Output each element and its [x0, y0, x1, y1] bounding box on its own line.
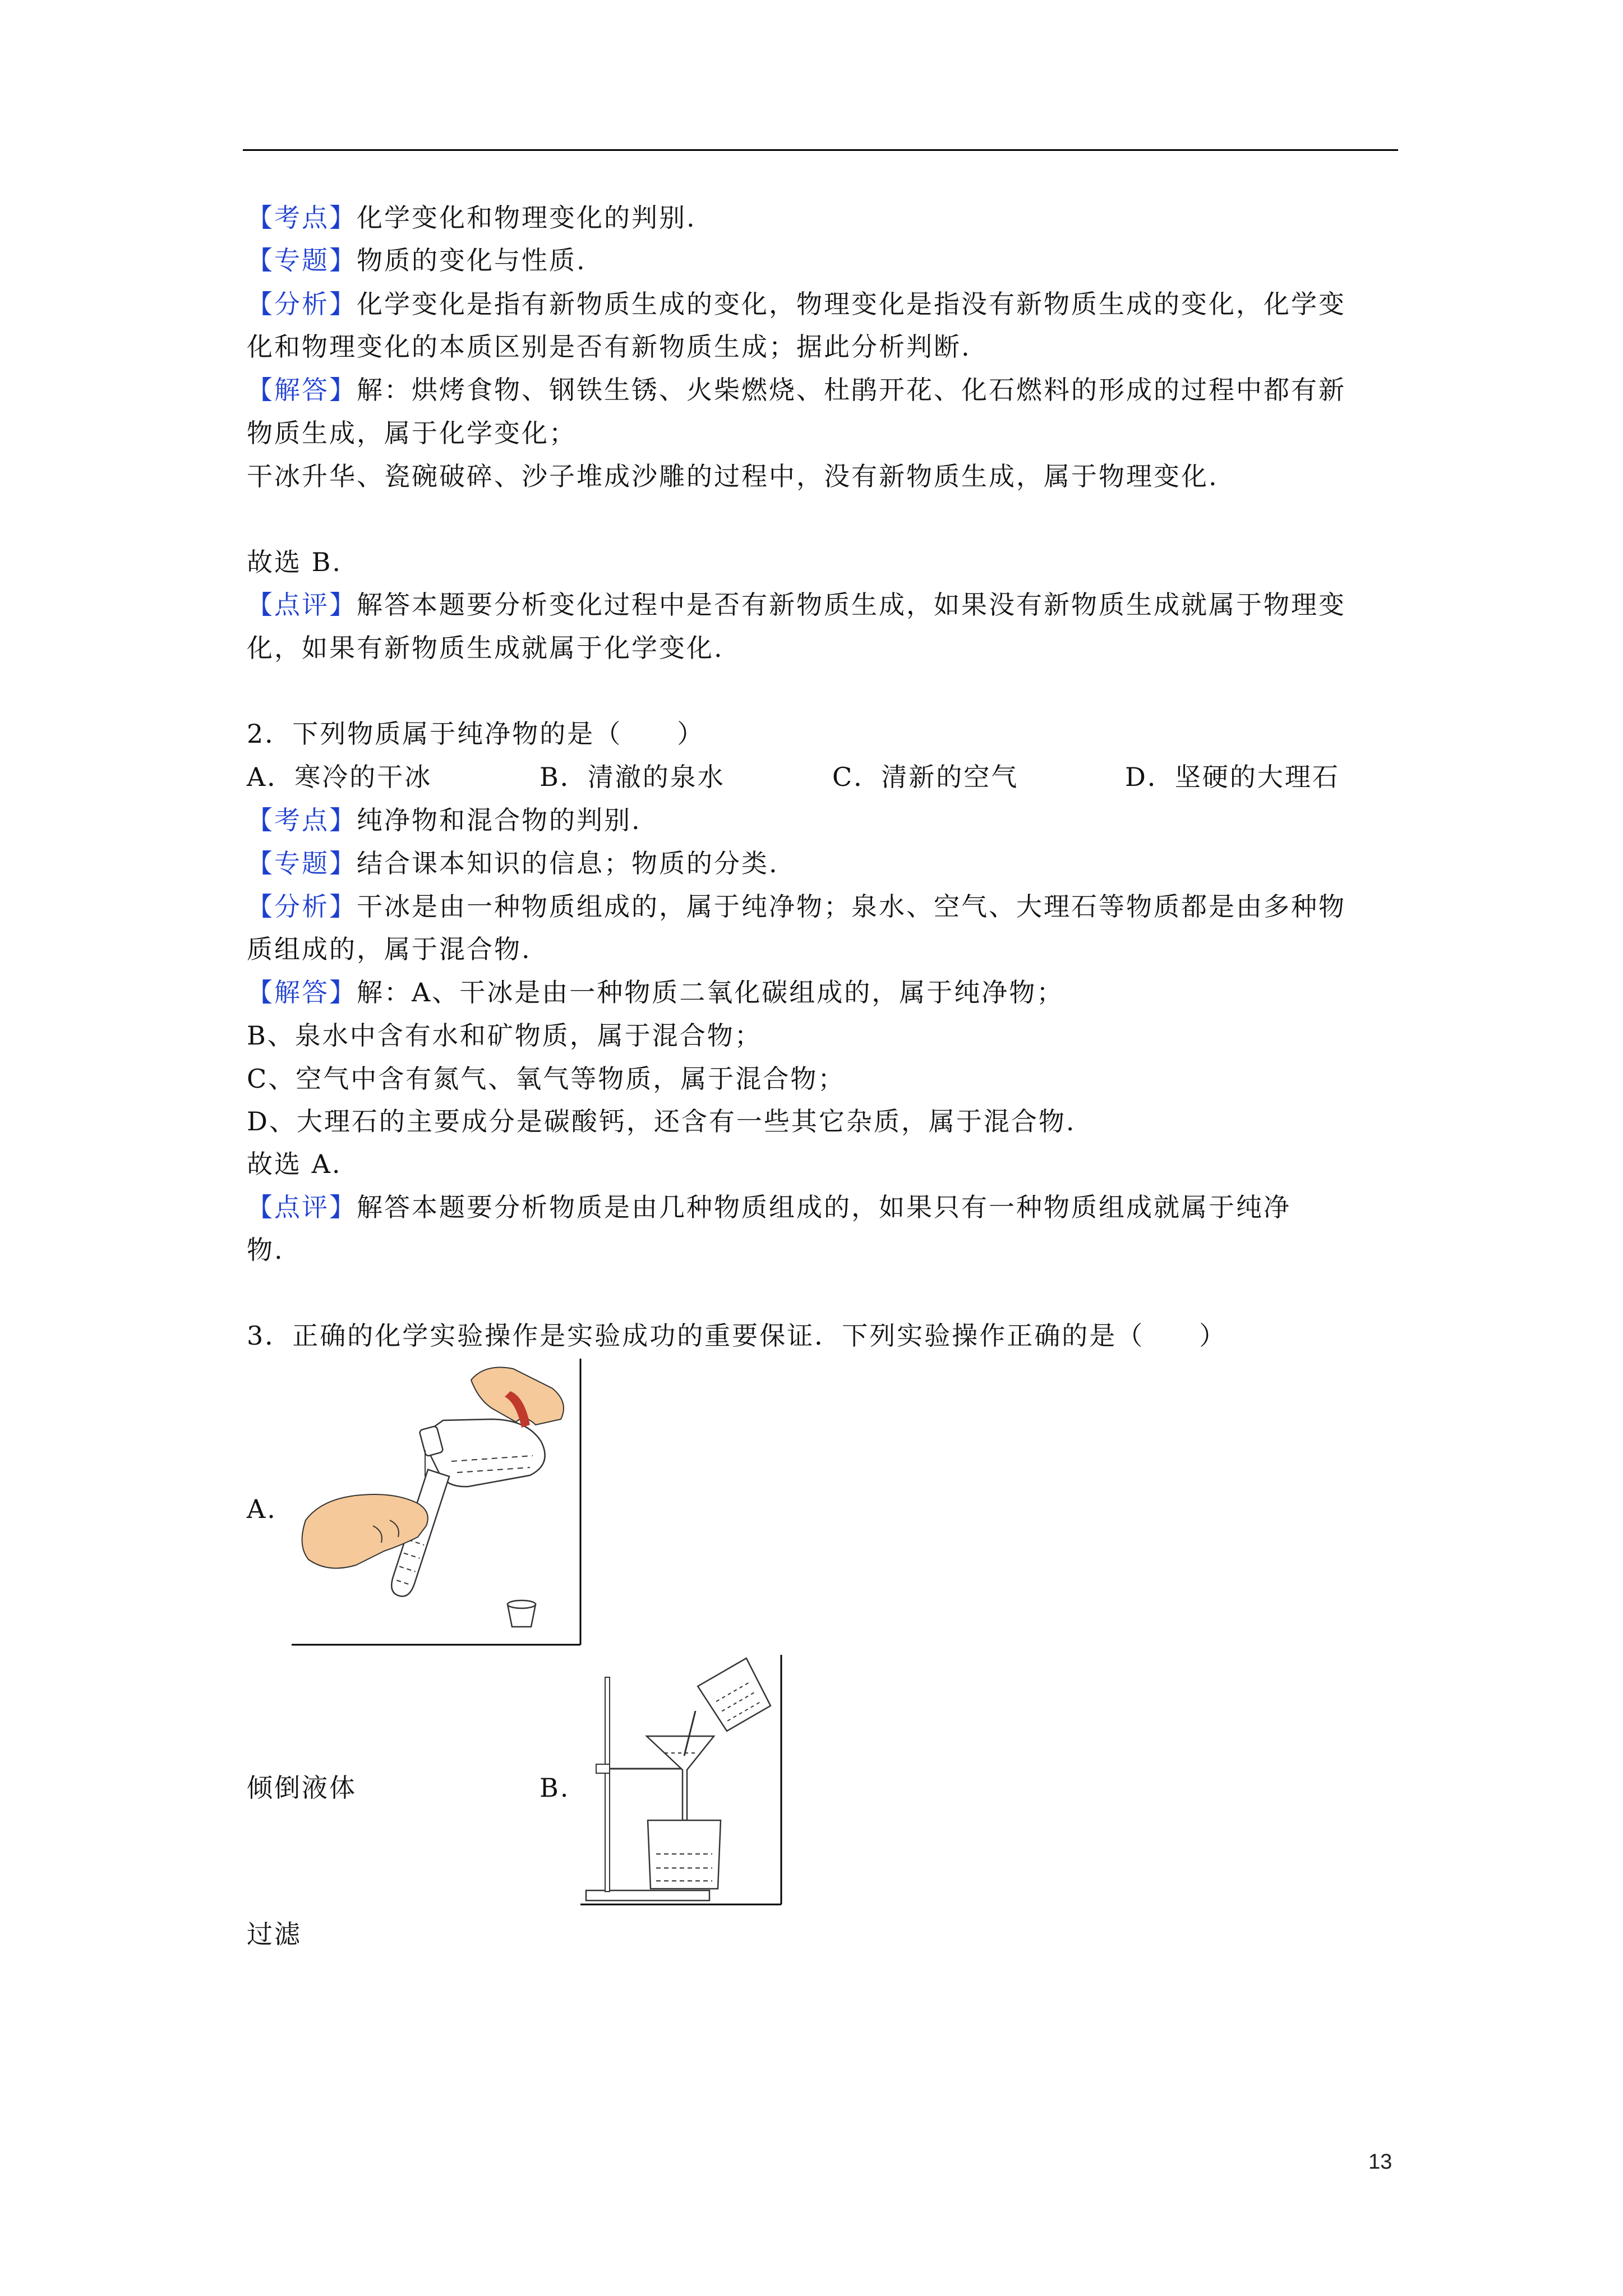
- q3-caption-a: 倾倒液体: [247, 1773, 357, 1803]
- q2-dianping-line-2: 物.: [247, 1235, 284, 1265]
- header-rule: [243, 149, 1398, 151]
- q3-caption-b: 过滤: [247, 1919, 302, 1949]
- q1-fenxi-line-2: 化和物理变化的本质区别是否有新物质生成；据此分析判断.: [247, 332, 971, 362]
- page-number: 13: [1368, 2150, 1393, 2174]
- q3-option-b-label: B.: [540, 1773, 570, 1803]
- pouring-liquid-figure: [289, 1358, 586, 1649]
- q2-kaodian-line: 【考点】纯净物和混合物的判别.: [247, 805, 642, 835]
- q2-zhuanti-line: 【专题】结合课本知识的信息；物质的分类.: [247, 848, 779, 878]
- q3-option-a-label: A.: [247, 1494, 277, 1524]
- q2-stem: 2．下列物质属于纯净物的是（ ）: [247, 719, 705, 749]
- q1-fenxi-line: 【分析】化学变化是指有新物质生成的变化，物理变化是指没有新物质生成的变化，化学变: [247, 289, 1346, 319]
- q1-zhuanti-line: 【专题】物质的变化与性质.: [247, 245, 587, 275]
- q2-answer: 故选 A.: [247, 1149, 342, 1179]
- q2-jieda-line: 【解答】解：A、干冰是由一种物质二氧化碳组成的，属于纯净物；: [247, 977, 1064, 1007]
- q2-option-a: A．寒冷的干冰: [247, 762, 432, 792]
- q2-fenxi-line-2: 质组成的，属于混合物.: [247, 934, 532, 964]
- q2-jieda-line-2: B、泉水中含有水和矿物质，属于混合物；: [247, 1020, 762, 1051]
- q1-jieda-line-2: 物质生成，属于化学变化；: [247, 418, 577, 448]
- q1-dianping-line-2: 化，如果有新物质生成就属于化学变化.: [247, 633, 724, 663]
- q1-dianping-line: 【点评】解答本题要分析变化过程中是否有新物质生成，如果没有新物质生成就属于物理变: [247, 590, 1346, 620]
- q2-option-d: D．坚硬的大理石: [1125, 762, 1340, 792]
- q3-stem: 3．正确的化学实验操作是实验成功的重要保证．下列实验操作正确的是（ ）: [247, 1320, 1227, 1351]
- q2-option-c: C．清新的空气: [832, 762, 1019, 792]
- filtration-figure: [580, 1652, 785, 1916]
- q2-fenxi-line: 【分析】干冰是由一种物质组成的，属于纯净物；泉水、空气、大理石等物质都是由多种物: [247, 891, 1346, 922]
- q2-dianping-line: 【点评】解答本题要分析物质是由几种物质组成的，如果只有一种物质组成就属于纯净: [247, 1192, 1291, 1222]
- q2-option-b: B．清澈的泉水: [540, 762, 725, 792]
- q2-jieda-line-4: D、大理石的主要成分是碳酸钙，还含有一些其它杂质，属于混合物.: [247, 1106, 1076, 1137]
- q1-jieda-line-3: 干冰升华、瓷碗破碎、沙子堆成沙雕的过程中，没有新物质生成，属于物理变化.: [247, 461, 1219, 491]
- q1-jieda-line: 【解答】解：烘烤食物、钢铁生锈、火柴燃烧、杜鹃开花、化石燃料的形成的过程中都有新: [247, 375, 1346, 405]
- q1-kaodian-line: 【考点】化学变化和物理变化的判别.: [247, 203, 697, 233]
- q2-jieda-line-3: C、空气中含有氮气、氧气等物质，属于混合物；: [247, 1064, 846, 1094]
- q1-answer: 故选 B.: [247, 547, 343, 577]
